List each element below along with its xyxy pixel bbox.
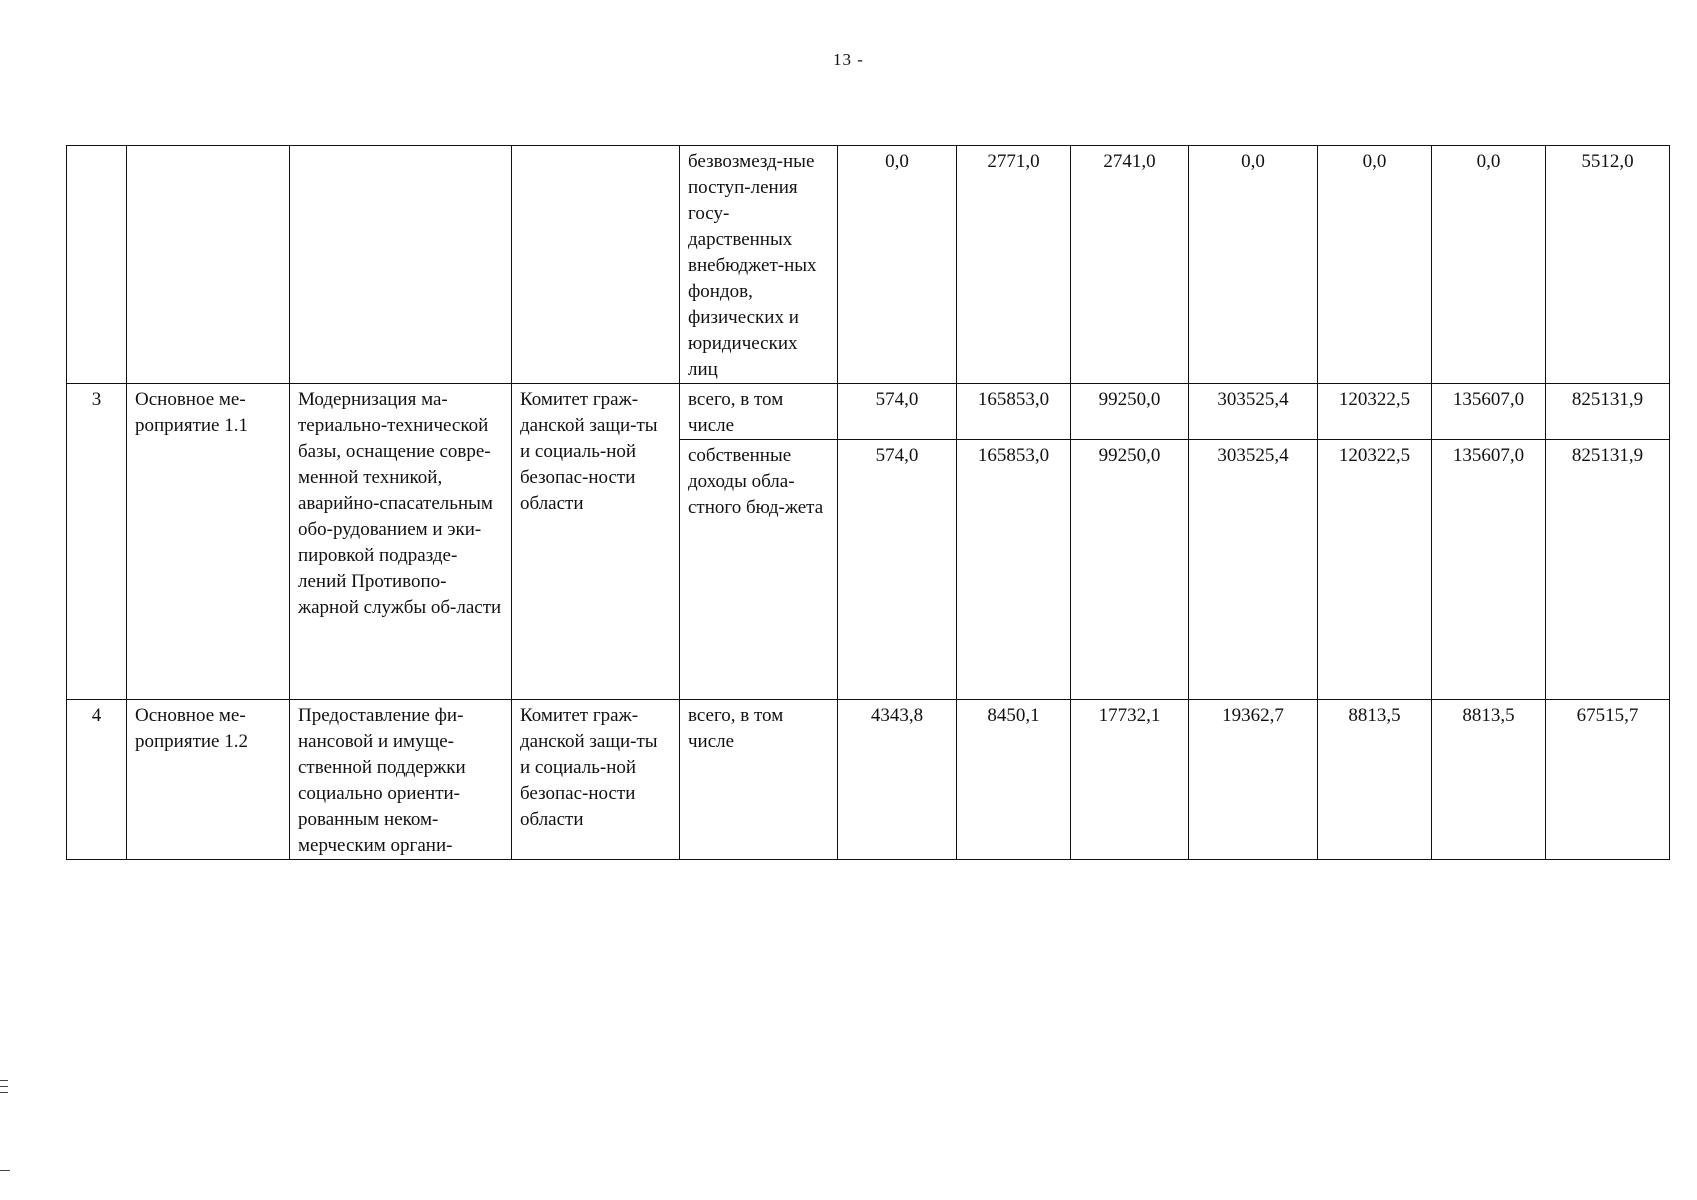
- cell-value: 120322,5: [1318, 384, 1432, 440]
- cell-description: [290, 146, 512, 384]
- cell-value: 2741,0: [1071, 146, 1189, 384]
- cell-total: 67515,7: [1546, 700, 1670, 860]
- cell-event: Основное ме-роприятие 1.2: [127, 700, 290, 860]
- cell-value: 303525,4: [1189, 384, 1318, 440]
- cell-value: 0,0: [1318, 146, 1432, 384]
- cell-num: 4: [67, 700, 127, 860]
- cell-value: 19362,7: [1189, 700, 1318, 860]
- cell-value: 17732,1: [1071, 700, 1189, 860]
- scan-mark: [0, 1080, 8, 1081]
- cell-total: 5512,0: [1546, 146, 1670, 384]
- cell-total: 825131,9: [1546, 440, 1670, 700]
- cell-executor: Комитет граж-данской защи-ты и социаль-ной безопас-ности области: [512, 700, 680, 860]
- table-row-continuation: [67, 146, 1670, 384]
- cell-description: Предоставление фи-нансовой и имуще-ственной поддержки социально ориенти-рованным неком-мерческим органи-: [290, 700, 512, 860]
- cell-executor: [512, 146, 680, 384]
- cell-description: Модернизация ма-териально-технической базы, оснащение совре-менной техникой, аварийно-спасательным обо-рудованием и эки-пировкой подразде-лений Противопо-жарной службы об-ласти: [290, 384, 512, 700]
- cell-value: 574,0: [838, 384, 957, 440]
- cell-total: 825131,9: [1546, 384, 1670, 440]
- cell-event: [127, 146, 290, 384]
- cell-value: 165853,0: [957, 440, 1071, 700]
- cell-executor: Комитет граж-данской защи-ты и социаль-ной безопас-ности области: [512, 384, 680, 700]
- cell-funding-source: всего, в том числе: [680, 384, 838, 440]
- cell-value: 303525,4: [1189, 440, 1318, 700]
- table-row-event-1-1: [67, 384, 1670, 440]
- cell-num: 3: [67, 384, 127, 700]
- cell-value: 99250,0: [1071, 440, 1189, 700]
- scan-mark: [0, 1170, 10, 1171]
- scan-mark: [0, 1092, 8, 1093]
- cell-value: 4343,8: [838, 700, 957, 860]
- cell-value: 135607,0: [1432, 440, 1546, 700]
- cell-value: 0,0: [838, 146, 957, 384]
- cell-event: Основное ме-роприятие 1.1: [127, 384, 290, 700]
- cell-value: 120322,5: [1318, 440, 1432, 700]
- cell-value: 99250,0: [1071, 384, 1189, 440]
- cell-funding-source: безвозмезд-ные поступ-ления госу-дарственных внебюджет-ных фондов, физических и юридических лиц: [680, 146, 838, 384]
- cell-value: 0,0: [1189, 146, 1318, 384]
- budget-table: [66, 145, 1670, 860]
- cell-value: 165853,0: [957, 384, 1071, 440]
- scan-edge-marks: [0, 1080, 12, 1180]
- page-number: 13 -: [833, 50, 864, 69]
- cell-num: [67, 146, 127, 384]
- cell-funding-source: всего, в том числе: [680, 700, 838, 860]
- cell-value: 8813,5: [1432, 700, 1546, 860]
- table-row-event-1-2: [67, 700, 1670, 860]
- cell-value: 135607,0: [1432, 384, 1546, 440]
- cell-value: 0,0: [1432, 146, 1546, 384]
- cell-value: 574,0: [838, 440, 957, 700]
- cell-value: 8813,5: [1318, 700, 1432, 860]
- scan-mark: [0, 1086, 8, 1087]
- cell-value: 2771,0: [957, 146, 1071, 384]
- cell-value: 8450,1: [957, 700, 1071, 860]
- cell-funding-source: собственные доходы обла-стного бюд-жета: [680, 440, 838, 700]
